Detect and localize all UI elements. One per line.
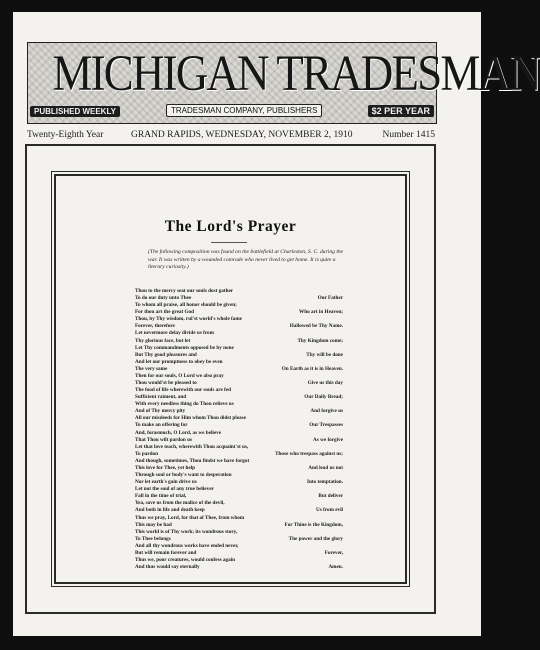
poem-line [135, 345, 343, 352]
poem-line-text: Let that love teach, wherewith Thou acquaint'st us, [135, 443, 249, 450]
poem-line-refrain: And lead us not [308, 464, 343, 471]
poem-line [135, 536, 343, 543]
poem-line-text: And, forasmuch, O Lord, as we believe [135, 429, 222, 436]
poem-line-text: And all thy wondrous works have ended never, [135, 542, 239, 549]
poem-line [135, 543, 343, 550]
poem-line-text: Thy glorious face, but let [135, 337, 191, 344]
poem-line-text: To whom all praise, all honor should be given; [135, 302, 237, 309]
poem-line [135, 500, 343, 507]
poem-line-refrain: Our Daily Bread; [304, 394, 343, 401]
poem-line-text: Thus we, poor creatures, would confess again [135, 556, 236, 563]
poem-line [135, 415, 343, 422]
poem-line-text: Fall in the time of trial, [135, 493, 187, 500]
poem-line-refrain: And forgive us [310, 408, 343, 415]
poem-line [135, 387, 343, 394]
poem-line-refrain: Hallowed be Thy Name. [289, 323, 343, 330]
poem-line-text: And thus would say eternally [135, 564, 200, 571]
poem-line-refrain: Our Father [317, 295, 343, 302]
poem-line-text: Thou would'st be pleased to [135, 380, 197, 387]
publisher-tag: TRADESMAN COMPANY, PUBLISHERS [166, 104, 322, 117]
poem-line-text: With every needless thing do Thou relieve us [135, 401, 234, 408]
poem-line [135, 451, 343, 458]
title-divider [211, 242, 247, 243]
poem-line [135, 408, 343, 415]
poem-line-text: And though, sometimes, Thou findst we have forgot [135, 457, 250, 464]
masthead-banner [27, 42, 540, 124]
prayer-title: The Lord's Prayer [164, 218, 297, 235]
poem-line-refrain: On Earth as it is in Heaven. [281, 365, 343, 372]
poem-line-refrain: Into temptation. [306, 479, 343, 486]
poem-line [135, 437, 343, 444]
poem-line [135, 295, 343, 302]
volume-year: Twenty-Eighth Year [27, 130, 104, 140]
poem-line-text: Yea, save us from the malice of the devil, [135, 500, 225, 507]
poem-line [135, 401, 343, 408]
poem-line-refrain: For Thine is the Kingdom, [284, 521, 343, 528]
poem-line-text: To Thee belongs [135, 535, 171, 542]
poem-line-refrain: The power and the glory [288, 535, 343, 542]
issue-date: GRAND RAPIDS, WEDNESDAY, NOVEMBER 2, 1910 [131, 130, 353, 140]
poem-line [135, 515, 343, 522]
poem-line [135, 564, 343, 571]
poem-line [135, 323, 343, 330]
poem-line-text: And let our promptness to obey be even [135, 358, 223, 365]
poem-line-refrain: Those who trespass against us; [275, 450, 343, 457]
poem-line-text: And both in life and death keep [135, 507, 205, 514]
prayer-poem [135, 288, 343, 571]
poem-line [135, 465, 343, 472]
poem-line-text: Sufficient raiment, and [135, 394, 187, 401]
poem-line-refrain: But deliver [318, 493, 343, 500]
poem-line [135, 479, 343, 486]
poem-line-refrain: Our Trespasses [309, 422, 343, 429]
poem-line [135, 359, 343, 366]
poem-line-text: Thus we pray, Lord, for that of Thee, from whom [135, 514, 245, 521]
poem-line [135, 444, 343, 451]
poem-line-text: This world is of Thy work; its wondrous story, [135, 528, 238, 535]
poem-line-refrain: Forever, [324, 549, 343, 556]
poem-line-text: All our misdeeds for Him whom Thou didst please [135, 415, 246, 422]
poem-line-refrain: Give us this day [307, 380, 343, 387]
poem-line-text: Forever, therefore [135, 323, 175, 330]
poem-line [135, 486, 343, 493]
poem-line [135, 422, 343, 429]
poem-line-text: To pardon [135, 450, 159, 457]
poem-line-text: Then for our souls, O Lord we also pray [135, 372, 224, 379]
poem-line [135, 522, 343, 529]
poem-line [135, 366, 343, 373]
poem-line [135, 550, 343, 557]
poem-line [135, 458, 343, 465]
poem-line-text: This may be had [135, 521, 172, 528]
poem-line-text: Let not the soul of any true believer [135, 486, 214, 493]
poem-line-text: Thou to the mercy seat our souls dost gather [135, 288, 234, 294]
poem-line-text: And of Thy mercy pity [135, 408, 186, 415]
masthead-title: MICHIGAN TRADESMAN [52, 46, 540, 102]
poem-line [135, 316, 343, 323]
poem-line-text: This love for Thee, yet help [135, 464, 196, 471]
poem-line-refrain: Amen. [328, 564, 343, 571]
poem-line [135, 430, 343, 437]
poem-line [135, 557, 343, 564]
poem-line [135, 352, 343, 359]
poem-line [135, 338, 343, 345]
poem-line-text: The food of life wherewith our souls are fed [135, 387, 231, 394]
poem-line-text: But will remain forever and [135, 549, 197, 556]
poem-line-refrain: Thy Kingdom come; [297, 337, 343, 344]
price-tag: $2 PER YEAR [368, 105, 434, 117]
poem-line-text: Thou, by Thy wisdom, rul'st world's whole fame [135, 316, 242, 323]
poem-line-text: To do our duty unto Thee [135, 295, 192, 302]
poem-line [135, 394, 343, 401]
poem-line-refrain: Us from evil [316, 507, 343, 514]
poem-line [135, 288, 343, 295]
poem-line-text: That Thou wilt pardon us [135, 436, 192, 443]
poem-line [135, 302, 343, 309]
published-weekly-tag: PUBLISHED WEEKLY [30, 106, 120, 117]
poem-line [135, 380, 343, 387]
poem-line [135, 529, 343, 536]
poem-line-text: Let nevermore delay divide us from [135, 330, 214, 337]
poem-line [135, 373, 343, 380]
poem-line [135, 330, 343, 337]
poem-line-text: Let Thy commandments opposed be by none [135, 344, 234, 351]
poem-line [135, 493, 343, 500]
poem-line-text: For thou art the great God [135, 309, 195, 316]
poem-line-refrain: Who art in Heaven; [299, 309, 343, 316]
poem-line-text: Nor let earth's gain drive us [135, 479, 197, 486]
poem-line-text: But Thy good pleasures and [135, 351, 197, 358]
poem-line-text: Through soul or body's want to desperation [135, 472, 232, 479]
issue-number: Number 1415 [382, 130, 435, 140]
poem-line-text: To make an offering for [135, 422, 188, 429]
poem-line [135, 507, 343, 514]
poem-line [135, 472, 343, 479]
poem-line-refrain: Thy will be done [306, 351, 343, 358]
poem-line-text: The very same [135, 365, 168, 372]
prayer-introduction: (The following composition was found on the battlefield at Charleston, S. C. during the war. It was written by a wounded comrade who never lived to get home. It is quite a literary curiosity.) [148, 249, 344, 271]
poem-line-refrain: As we forgive [313, 436, 343, 443]
poem-line [135, 309, 343, 316]
